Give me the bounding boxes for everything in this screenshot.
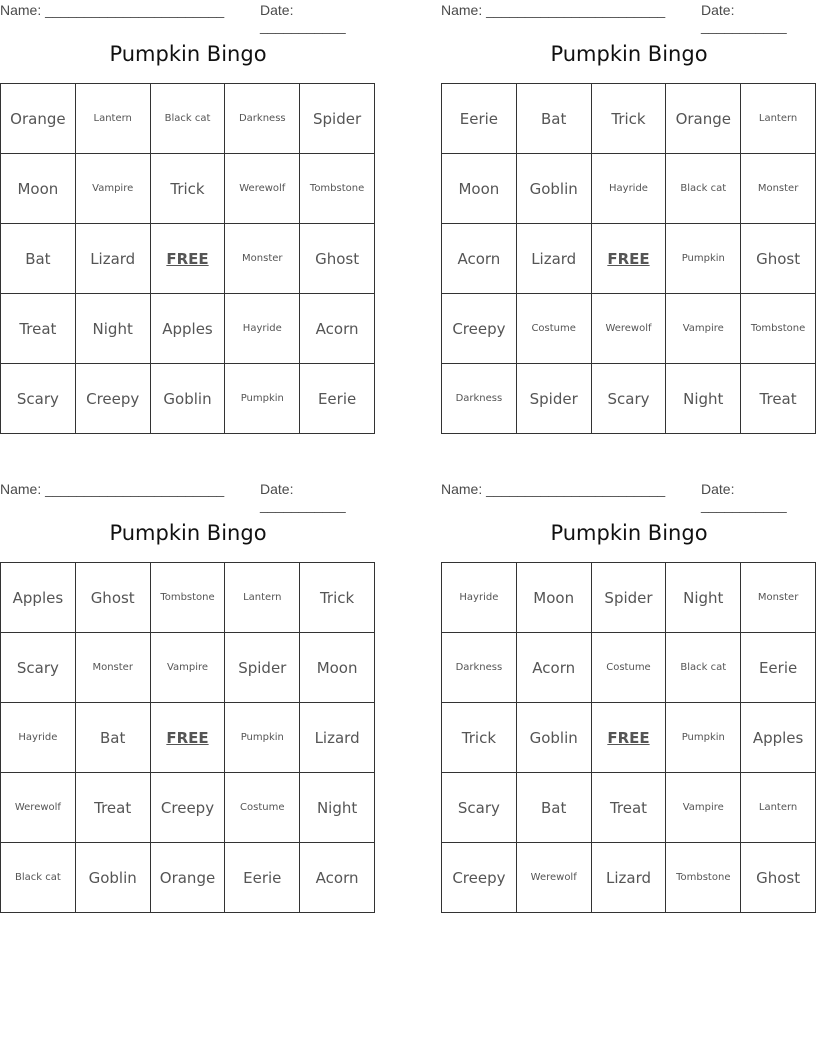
bingo-cell: Night [666, 563, 741, 633]
bingo-cell: Apples [741, 703, 816, 773]
name-field-label: Name: _______________________ [0, 481, 225, 497]
card-title: Pumpkin Bingo [109, 521, 267, 545]
bingo-cell: Acorn [300, 294, 375, 364]
bingo-cell: Hayride [225, 294, 300, 364]
bingo-cell: Creepy [442, 843, 517, 913]
date-field-label: Date: ___________ [260, 2, 346, 34]
bingo-grid [0, 83, 375, 434]
bingo-cell: Spider [300, 84, 375, 154]
bingo-cell: Trick [442, 703, 517, 773]
free-space-cell: FREE [592, 703, 667, 773]
bingo-cell: Spider [592, 563, 667, 633]
name-field-label: Name: _______________________ [0, 2, 225, 18]
bingo-cell: Costume [225, 773, 300, 843]
bingo-cell: Goblin [151, 364, 226, 434]
bingo-cell: Treat [1, 294, 76, 364]
bingo-cell: Costume [592, 633, 667, 703]
card-title: Pumpkin Bingo [109, 42, 267, 66]
bingo-cell: Goblin [517, 154, 592, 224]
bingo-cell: Bat [76, 703, 151, 773]
bingo-cell: Tombstone [741, 294, 816, 364]
bingo-cell: Eerie [741, 633, 816, 703]
free-space-cell: FREE [151, 224, 226, 294]
bingo-cell: Scary [1, 364, 76, 434]
free-space-cell: FREE [151, 703, 226, 773]
bingo-cell: Black cat [151, 84, 226, 154]
bingo-cell: Orange [1, 84, 76, 154]
bingo-cell: Black cat [1, 843, 76, 913]
bingo-cell: Eerie [442, 84, 517, 154]
card-title: Pumpkin Bingo [550, 42, 708, 66]
card-title: Pumpkin Bingo [550, 521, 708, 545]
bingo-cell: Moon [300, 633, 375, 703]
bingo-cell: Pumpkin [666, 703, 741, 773]
bingo-cell: Monster [741, 154, 816, 224]
bingo-cell: Spider [225, 633, 300, 703]
bingo-cell: Lantern [741, 773, 816, 843]
bingo-grid [441, 562, 816, 913]
date-field-label: Date: ___________ [701, 2, 787, 34]
bingo-cell: Creepy [76, 364, 151, 434]
bingo-cell: Werewolf [517, 843, 592, 913]
card-header [0, 0, 376, 34]
bingo-cell: Bat [517, 773, 592, 843]
bingo-cell: Scary [592, 364, 667, 434]
bingo-cell: Lizard [300, 703, 375, 773]
bingo-cell: Spider [517, 364, 592, 434]
bingo-cell: Lantern [225, 563, 300, 633]
bingo-cell: Acorn [300, 843, 375, 913]
card-header [441, 0, 816, 34]
bingo-cell: Ghost [741, 843, 816, 913]
bingo-cell: Moon [517, 563, 592, 633]
bingo-cell: Costume [517, 294, 592, 364]
bingo-cell: Pumpkin [225, 364, 300, 434]
bingo-cell: Trick [592, 84, 667, 154]
bingo-cell: Monster [741, 563, 816, 633]
bingo-cell: Creepy [151, 773, 226, 843]
bingo-cell: Lantern [741, 84, 816, 154]
bingo-cell: Treat [76, 773, 151, 843]
bingo-cell: Treat [741, 364, 816, 434]
bingo-cell: Apples [151, 294, 226, 364]
bingo-cell: Vampire [666, 294, 741, 364]
bingo-cell: Tombstone [151, 563, 226, 633]
bingo-cell: Night [666, 364, 741, 434]
bingo-cell: Werewolf [1, 773, 76, 843]
bingo-cell: Ghost [76, 563, 151, 633]
bingo-cell: Hayride [1, 703, 76, 773]
bingo-cell: Goblin [517, 703, 592, 773]
bingo-cell: Vampire [666, 773, 741, 843]
bingo-cell: Hayride [592, 154, 667, 224]
bingo-cell: Trick [151, 154, 226, 224]
free-space-cell: FREE [592, 224, 667, 294]
bingo-cell: Darkness [442, 633, 517, 703]
bingo-cell: Monster [76, 633, 151, 703]
bingo-cell: Ghost [741, 224, 816, 294]
bingo-cell: Pumpkin [666, 224, 741, 294]
bingo-grid [0, 562, 375, 913]
bingo-cell: Trick [300, 563, 375, 633]
bingo-cell: Moon [442, 154, 517, 224]
bingo-cell: Monster [225, 224, 300, 294]
bingo-cell: Black cat [666, 633, 741, 703]
bingo-cell: Lizard [592, 843, 667, 913]
name-field-label: Name: _______________________ [441, 481, 666, 497]
bingo-cell: Lantern [76, 84, 151, 154]
bingo-cell: Vampire [151, 633, 226, 703]
bingo-cell: Night [76, 294, 151, 364]
bingo-cell: Ghost [300, 224, 375, 294]
bingo-cell: Night [300, 773, 375, 843]
bingo-cell: Moon [1, 154, 76, 224]
bingo-cell: Tombstone [666, 843, 741, 913]
bingo-cell: Werewolf [225, 154, 300, 224]
bingo-cell: Acorn [442, 224, 517, 294]
bingo-cell: Goblin [76, 843, 151, 913]
bingo-cell: Pumpkin [225, 703, 300, 773]
bingo-cell: Tombstone [300, 154, 375, 224]
bingo-cell: Darkness [225, 84, 300, 154]
bingo-cell: Treat [592, 773, 667, 843]
bingo-cell: Lizard [76, 224, 151, 294]
bingo-cell: Acorn [517, 633, 592, 703]
bingo-cell: Darkness [442, 364, 517, 434]
bingo-cell: Black cat [666, 154, 741, 224]
bingo-cell: Vampire [76, 154, 151, 224]
bingo-cell: Apples [1, 563, 76, 633]
name-field-label: Name: _______________________ [441, 2, 666, 18]
bingo-cell: Scary [1, 633, 76, 703]
card-header [441, 479, 816, 513]
bingo-cell: Bat [517, 84, 592, 154]
card-header [0, 479, 376, 513]
bingo-cell: Eerie [300, 364, 375, 434]
date-field-label: Date: ___________ [260, 481, 346, 513]
date-field-label: Date: ___________ [701, 481, 787, 513]
bingo-cell: Eerie [225, 843, 300, 913]
bingo-cell: Bat [1, 224, 76, 294]
bingo-cell: Hayride [442, 563, 517, 633]
bingo-cell: Werewolf [592, 294, 667, 364]
bingo-cell: Creepy [442, 294, 517, 364]
bingo-cell: Scary [442, 773, 517, 843]
bingo-cell: Orange [151, 843, 226, 913]
bingo-cell: Orange [666, 84, 741, 154]
bingo-cell: Lizard [517, 224, 592, 294]
bingo-grid [441, 83, 816, 434]
